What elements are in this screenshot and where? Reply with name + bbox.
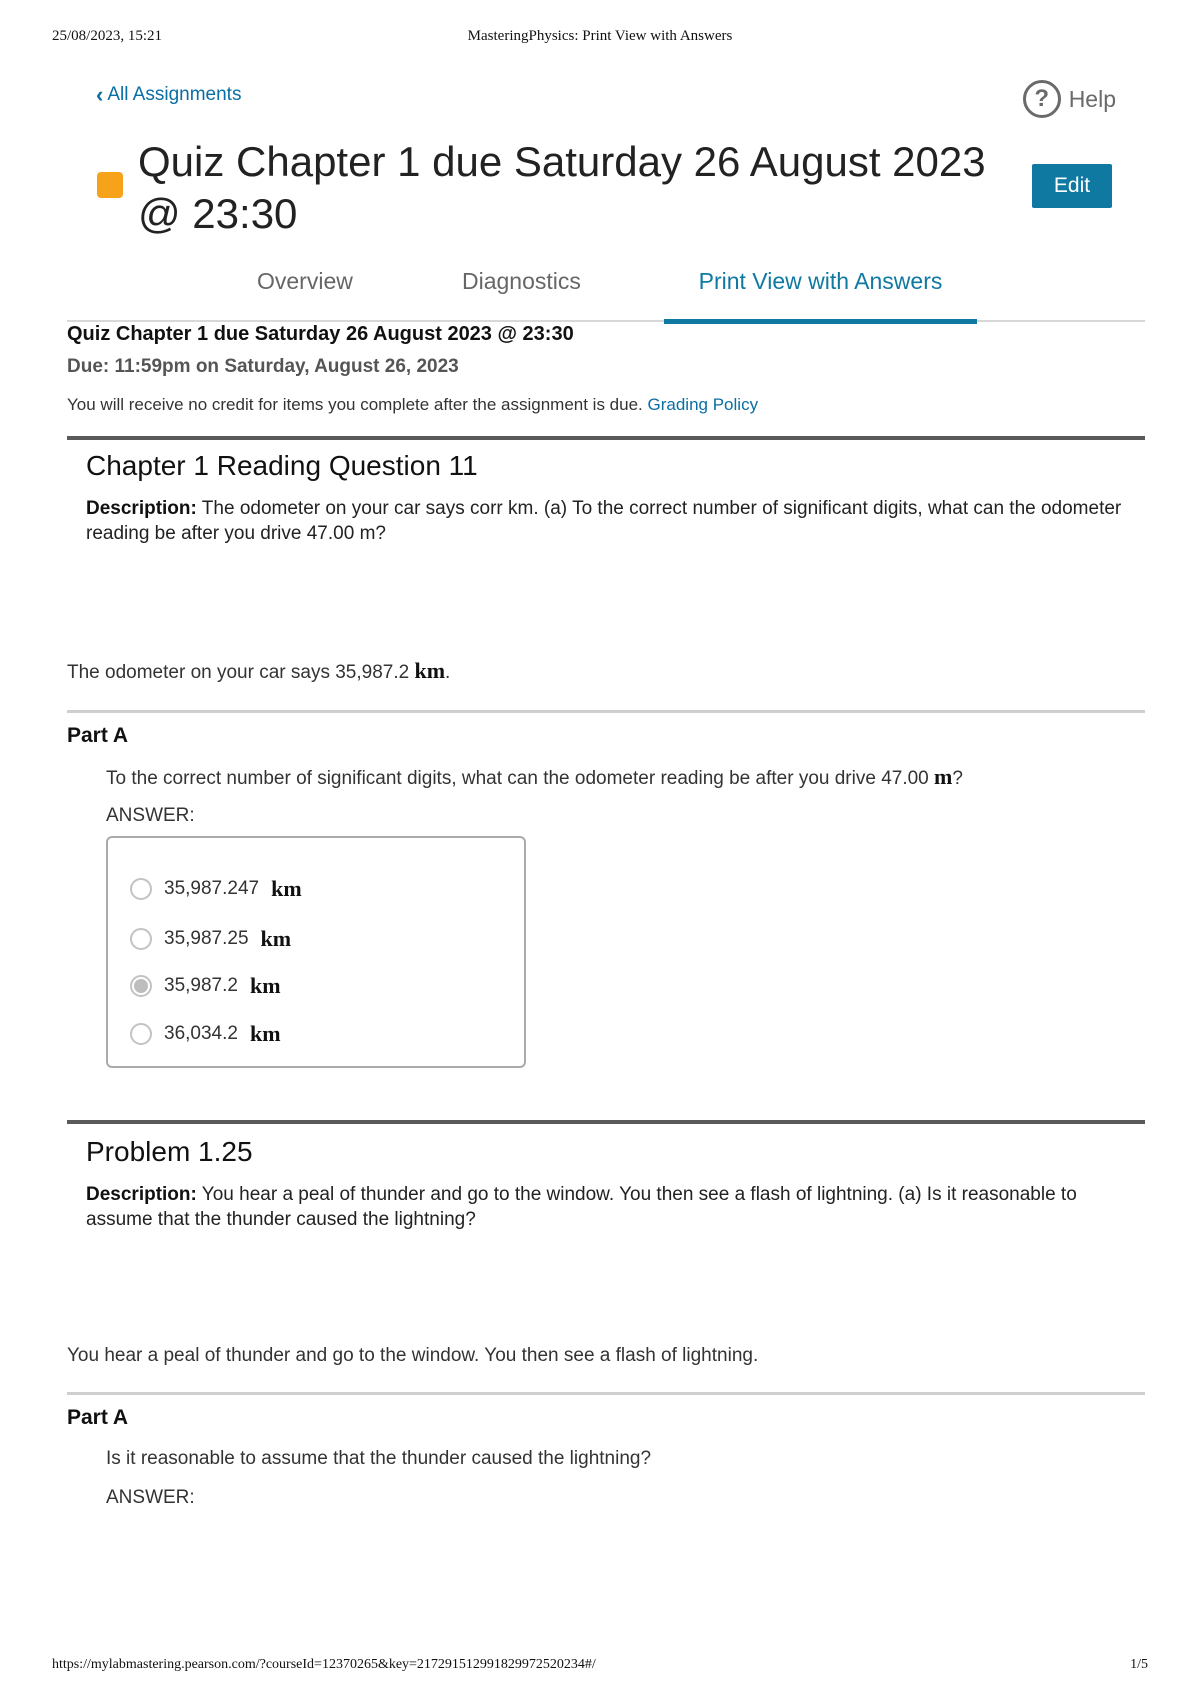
- question-stem: [67, 658, 450, 684]
- option-value: 36,034.2: [164, 1023, 238, 1044]
- option-unit: km: [260, 926, 292, 951]
- answer-label: ANSWER:: [106, 805, 195, 826]
- radio-button[interactable]: [130, 1023, 152, 1045]
- part-divider: [67, 1392, 1145, 1395]
- print-page-title: MasteringPhysics: Print View with Answers: [467, 28, 733, 44]
- question-title: Problem 1.25: [86, 1136, 253, 1167]
- radio-button-selected[interactable]: [130, 975, 152, 997]
- option-value: 35,987.25: [164, 928, 249, 949]
- help-label: Help: [1068, 85, 1116, 112]
- option-value: 35,987.247: [164, 878, 260, 899]
- print-url: https://mylabmastering.pearson.com/?courseId=12370265&key=217291512991829972520234#/: [52, 1657, 596, 1672]
- section-divider: [67, 436, 1145, 440]
- description-label: Description:: [86, 1184, 197, 1205]
- help-icon: ?: [1023, 80, 1061, 118]
- answer-label: ANSWER:: [106, 1487, 195, 1508]
- answer-option[interactable]: [130, 876, 302, 902]
- answer-option-selected[interactable]: [130, 973, 281, 999]
- part-label: Part A: [67, 724, 129, 747]
- chevron-left-icon: ‹: [96, 82, 104, 107]
- prompt-text: To the correct number of significant digits, what can the odometer reading be after you drive 47.00: [106, 768, 929, 789]
- print-datetime: 25/08/2023, 15:21: [52, 28, 163, 44]
- section-divider: [67, 1120, 1145, 1124]
- part-prompt: [106, 764, 963, 790]
- radio-button[interactable]: [130, 928, 152, 950]
- tab-bar: [67, 264, 1145, 322]
- tab-print-view-with-answers[interactable]: Print View with Answers: [664, 268, 977, 324]
- page-title: Quiz Chapter 1 due Saturday 26 August 2023 @ 23:30: [138, 138, 986, 237]
- answer-option[interactable]: [130, 1021, 281, 1047]
- tab-diagnostics[interactable]: Diagnostics: [462, 268, 581, 294]
- description-text: The odometer on your car says corr km. (a) To the correct number of significant digits, what can the odometer reading be after you drive 47.00 m?: [86, 498, 1122, 544]
- question-title: Chapter 1 Reading Question 11: [86, 450, 478, 481]
- due-date: Due: 11:59pm on Saturday, August 26, 2023: [67, 356, 459, 377]
- help-button[interactable]: [1023, 80, 1116, 118]
- prompt-text: Is it reasonable to assume that the thunder caused the lightning?: [106, 1448, 652, 1469]
- edit-button[interactable]: Edit: [1032, 164, 1112, 208]
- option-unit: km: [271, 876, 302, 901]
- description-label: Description:: [86, 498, 197, 519]
- credit-notice: [67, 395, 758, 415]
- stem-unit: km: [414, 658, 446, 683]
- radio-button[interactable]: [130, 878, 152, 900]
- grading-policy-link[interactable]: Grading Policy: [647, 395, 759, 414]
- print-page-number: 1/5: [1130, 1657, 1148, 1672]
- tab-overview[interactable]: Overview: [257, 268, 353, 294]
- prompt-end: ?: [952, 768, 963, 789]
- description-text: You hear a peal of thunder and go to the window. You then see a flash of lightning. (a) Is it reasonable to assume that the thunder caused the lightning?: [86, 1184, 1077, 1230]
- question-description: [86, 496, 1126, 546]
- prompt-unit: m: [934, 764, 953, 789]
- stem-text: You hear a peal of thunder and go to the window. You then see a flash of lightning.: [67, 1345, 759, 1366]
- part-label: Part A: [67, 1406, 129, 1429]
- stem-end: .: [445, 662, 451, 683]
- stem-text: The odometer on your car says 35,987.2: [67, 662, 410, 683]
- all-assignments-link[interactable]: [96, 84, 241, 106]
- credit-text: You will receive no credit for items you complete after the assignment is due.: [67, 395, 643, 414]
- option-value: 35,987.2: [164, 975, 238, 996]
- question-description: [86, 1182, 1126, 1232]
- part-divider: [67, 710, 1145, 713]
- answer-options-box: [106, 836, 526, 1068]
- assignment-status-square: [97, 172, 123, 198]
- answer-option[interactable]: [130, 926, 291, 952]
- option-unit: km: [249, 973, 281, 998]
- assignment-title: Quiz Chapter 1 due Saturday 26 August 2023 @ 23:30: [67, 323, 574, 345]
- all-assignments-label: All Assignments: [107, 84, 242, 105]
- part-prompt: [106, 1448, 651, 1470]
- option-unit: km: [249, 1021, 281, 1046]
- question-stem: [67, 1345, 758, 1367]
